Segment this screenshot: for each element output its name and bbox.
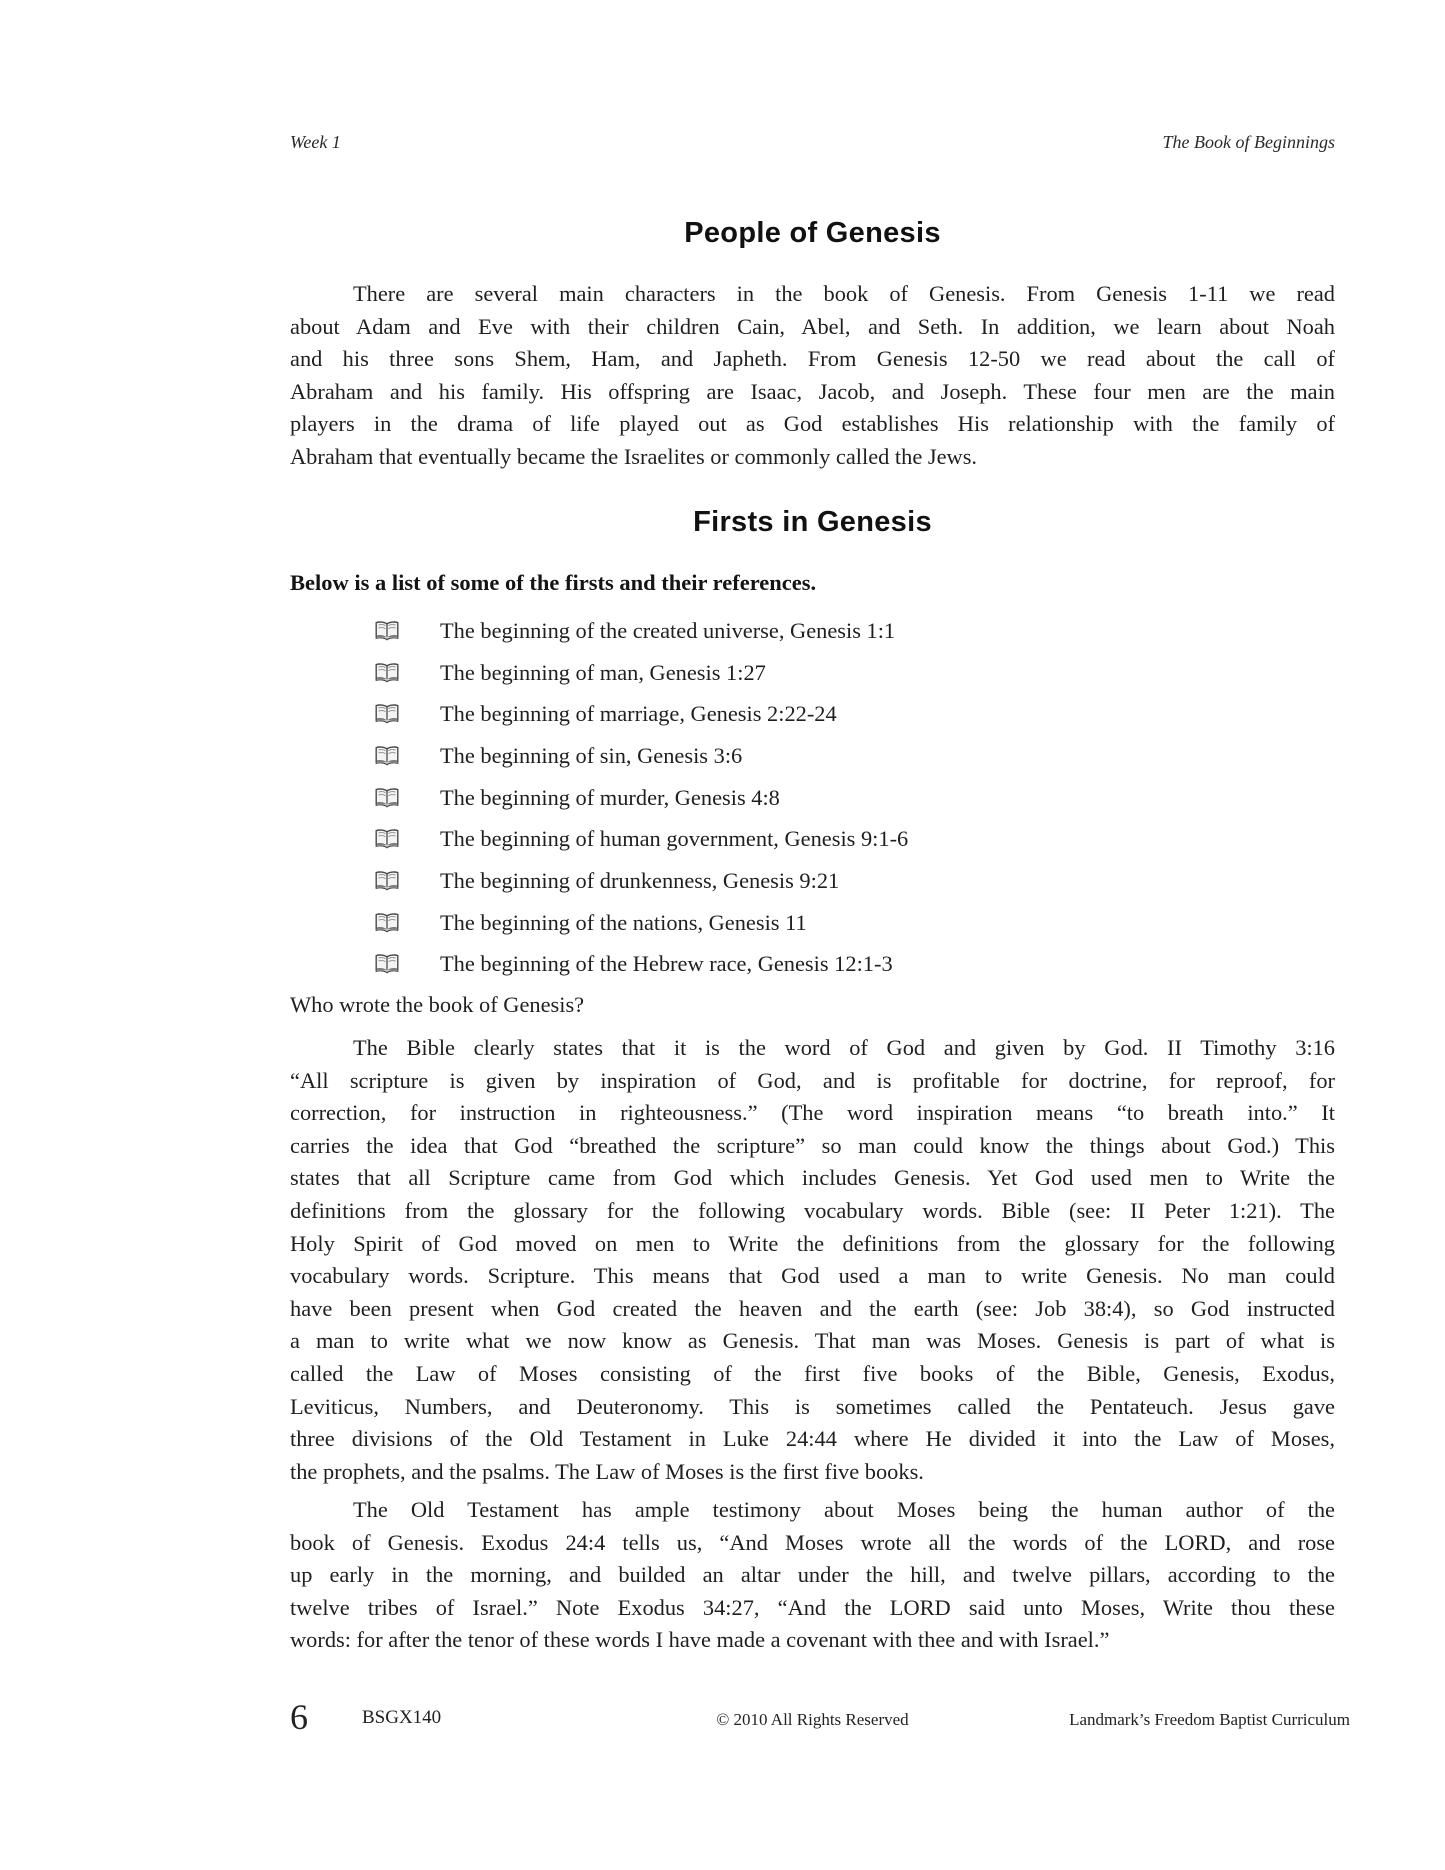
page-footer (290, 1697, 1350, 1755)
text-line: three divisions of the Old Testament in Luke 24:44 where He divided it into the Law of Moses, (290, 1426, 1335, 1452)
text-line: called the Law of Moses consisting of the first five books of the Bible, Genesis, Exodus, (290, 1360, 1335, 1386)
list-item (290, 777, 1335, 819)
question-who-wrote-genesis: Who wrote the book of Genesis? (290, 992, 585, 1017)
list-item (290, 902, 1335, 944)
paragraph-old-testament-testimony (290, 1494, 1335, 1657)
list-item (290, 693, 1335, 735)
open-book-icon (374, 787, 400, 809)
footer-course-code: BSGX140 (362, 1707, 442, 1728)
text-line: The Old Testament has ample testimony about Moses being the human author of the (353, 1497, 1335, 1522)
section-title-firsts-in-genesis: Firsts in Genesis (693, 506, 932, 538)
text-line: about Adam and Eve with their children Cain, Abel, and Seth. In addition, we learn about Noah (290, 313, 1335, 339)
text-line: definitions from the glossary for the following vocabulary words. Bible (see: II Peter 1:21). The (290, 1197, 1335, 1223)
footer-copyright: © 2010 All Rights Reserved (716, 1710, 909, 1729)
open-book-icon (374, 828, 400, 850)
text-line: up early in the morning, and builded an altar under the hill, and twelve pillars, according to the (290, 1562, 1335, 1588)
list-item (290, 610, 1335, 652)
text-line: correction, for instruction in righteousness.” (The word inspiration means “to breath into.” It (290, 1100, 1335, 1126)
paragraph-author-of-genesis (290, 1032, 1335, 1488)
open-book-icon (374, 662, 400, 684)
firsts-list (290, 610, 1335, 985)
list-item-text: The beginning of drunkenness, Genesis 9:21 (440, 867, 840, 893)
open-book-icon (374, 870, 400, 892)
open-book-icon (374, 703, 400, 725)
open-book-icon (374, 745, 400, 767)
open-book-icon (374, 703, 400, 725)
text-line: Abraham and his family. His offspring are Isaac, Jacob, and Joseph. These four men are the main (290, 378, 1335, 404)
section-title-people-of-genesis: People of Genesis (684, 217, 941, 249)
open-book-icon (374, 787, 400, 809)
paragraph-people-of-genesis (290, 278, 1335, 474)
list-item-text: The beginning of human government, Genesis 9:1-6 (440, 826, 909, 852)
open-book-icon (374, 620, 400, 642)
text-line: and his three sons Shem, Ham, and Japheth. From Genesis 12-50 we read about the call of (290, 346, 1335, 372)
text-line: have been present when God created the heaven and the earth (see: Job 38:4), so God instructed (290, 1295, 1335, 1321)
open-book-icon (374, 953, 400, 975)
text-line: book of Genesis. Exodus 24:4 tells us, “And Moses wrote all the words of the LORD, and rose (290, 1529, 1335, 1555)
open-book-icon (374, 745, 400, 767)
open-book-icon (374, 912, 400, 934)
list-item (290, 818, 1335, 860)
text-line: the prophets, and the psalms. The Law of Moses is the first five books. (290, 1458, 924, 1484)
text-line: Holy Spirit of God moved on men to Write the definitions from the glossary for the following (290, 1230, 1335, 1256)
open-book-icon (374, 912, 400, 934)
text-line: carries the idea that God “breathed the scripture” so man could know the things about God.) This (290, 1132, 1335, 1158)
text-line: a man to write what we now know as Genesis. That man was Moses. Genesis is part of what is (290, 1328, 1335, 1354)
text-line: words: for after the tenor of these words I have made a covenant with thee and with Israel.” (290, 1627, 1110, 1653)
open-book-icon (374, 828, 400, 850)
text-line: Abraham that eventually became the Israelites or commonly called the Jews. (290, 443, 978, 469)
header-book-title: The Book of Beginnings (1162, 132, 1335, 152)
open-book-icon (374, 953, 400, 975)
list-item (290, 860, 1335, 902)
text-line: vocabulary words. Scripture. This means that God used a man to write Genesis. No man could (290, 1263, 1335, 1289)
footer-page-number: 6 (290, 1697, 308, 1737)
text-line: Leviticus, Numbers, and Deuteronomy. This is sometimes called the Pentateuch. Jesus gave (290, 1393, 1335, 1419)
open-book-icon (374, 870, 400, 892)
list-item-text: The beginning of sin, Genesis 3:6 (440, 742, 743, 768)
text-line: states that all Scripture came from God which includes Genesis. Yet God used men to Write the (290, 1165, 1335, 1191)
page-header (290, 130, 1335, 154)
firsts-lead-line: Below is a list of some of the firsts and their references. (290, 570, 817, 595)
text-line: There are several main characters in the book of Genesis. From Genesis 1-11 we read (353, 281, 1335, 306)
footer-publisher: Landmark’s Freedom Baptist Curriculum (1069, 1710, 1350, 1729)
open-book-icon (374, 662, 400, 684)
header-week-label: Week 1 (290, 132, 341, 152)
text-line: “All scripture is given by inspiration of God, and is profitable for doctrine, for reproof, for (290, 1067, 1335, 1093)
list-item-text: The beginning of the created universe, Genesis 1:1 (440, 617, 896, 643)
text-line: players in the drama of life played out as God establishes His relationship with the family of (290, 411, 1335, 437)
text-line: twelve tribes of Israel.” Note Exodus 34:27, “And the LORD said unto Moses, Write thou these (290, 1594, 1335, 1620)
text-line: The Bible clearly states that it is the word of God and given by God. II Timothy 3:16 (353, 1035, 1335, 1060)
list-item-text: The beginning of the Hebrew race, Genesis 12:1-3 (440, 951, 893, 977)
list-item-text: The beginning of man, Genesis 1:27 (440, 659, 766, 685)
list-item (290, 944, 1335, 986)
list-item (290, 735, 1335, 777)
list-item-text: The beginning of the nations, Genesis 11 (440, 909, 807, 935)
list-item-text: The beginning of murder, Genesis 4:8 (440, 784, 780, 810)
open-book-icon (374, 620, 400, 642)
list-item-text: The beginning of marriage, Genesis 2:22-24 (440, 701, 837, 727)
list-item (290, 652, 1335, 694)
